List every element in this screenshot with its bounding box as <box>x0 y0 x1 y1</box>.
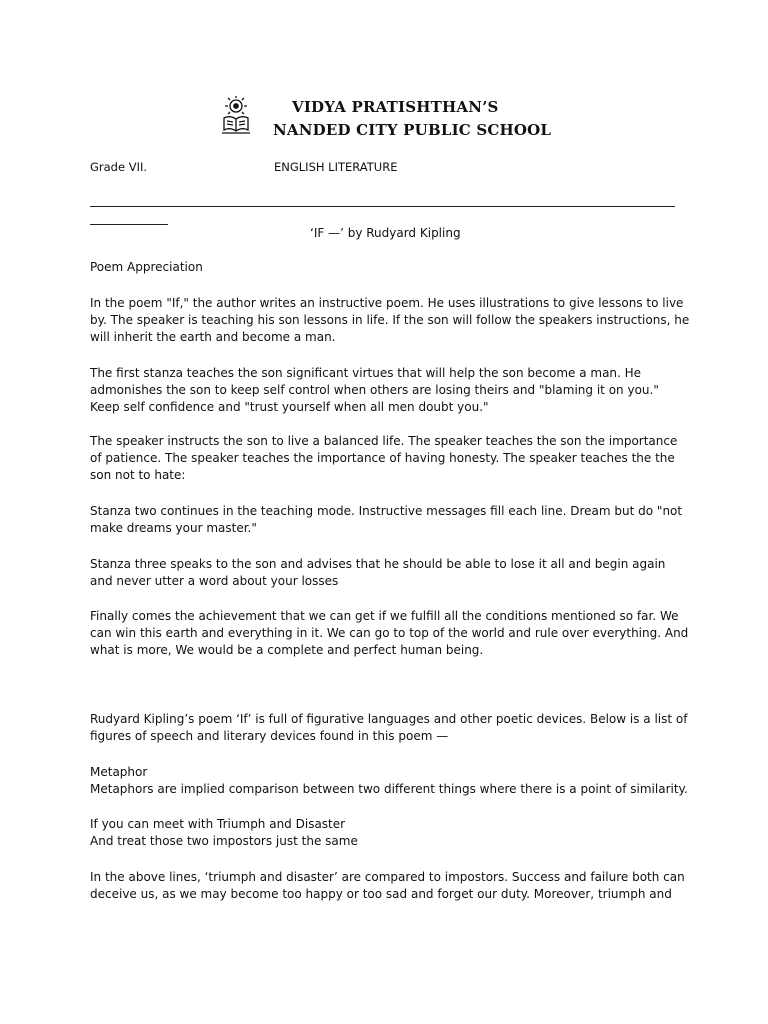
paragraph-text: Rudyard Kipling’s poem ‘If’ is full of figurative languages and other poetic devices. Below is a list of figures of speech and literary devices found in this poem — <box>90 712 688 743</box>
paragraph-devices-intro <box>90 711 690 745</box>
metaphor-heading: Metaphor <box>90 765 148 779</box>
paragraph-stanza-three <box>90 556 690 590</box>
paragraph-stanza-two <box>90 503 690 537</box>
poem-title: ‘IF —’ by Rudyard Kipling <box>310 226 461 240</box>
paragraph-text: In the poem "If," the author writes an instructive poem. He uses illustrations to give lessons to live by. The speaker is teaching his son lessons in life. If the son will follow the speakers instructions, he will inherit the earth and become a man. <box>90 296 690 344</box>
school-name-line2: NANDED CITY PUBLIC SCHOOL <box>273 121 552 139</box>
poem-appreciation-heading: Poem Appreciation <box>90 260 203 274</box>
divider-line <box>90 206 675 207</box>
metaphor-section <box>90 764 690 798</box>
paragraph-intro <box>90 295 690 346</box>
school-header <box>218 94 558 144</box>
grade-label: Grade VII. <box>90 160 148 174</box>
section-heading <box>90 259 690 276</box>
paragraph-balanced-life <box>90 433 690 484</box>
paragraph-achievement <box>90 608 690 659</box>
divider-line-continuation <box>90 224 168 225</box>
quote-line: And treat those two impostors just the same <box>90 834 358 848</box>
school-name-line1: VIDYA PRATISHTHAN’S <box>292 98 499 116</box>
paragraph-text: The first stanza teaches the son significant virtues that will help the son become a man. He admonishes the son to keep self control when others are losing theirs and "blaming it on you." Keep self confidence and "trust yourself when all men doubt you." <box>90 366 659 414</box>
metaphor-quote <box>90 816 690 850</box>
quote-line: If you can meet with Triumph and Disaster <box>90 817 346 831</box>
metaphor-definition: Metaphors are implied comparison between two different things where there is a point of similarity. <box>90 782 688 796</box>
paragraph-text: Stanza three speaks to the son and advises that he should be able to lose it all and begin again and never utter a word about your losses <box>90 557 666 588</box>
paragraph-text: Finally comes the achievement that we can get if we fulfill all the conditions mentioned so far. We can win this earth and everything in it. We can go to top of the world and rule over everything. And what is more, We would be a complete and perfect human being. <box>90 609 689 657</box>
school-logo-icon <box>218 96 254 136</box>
metaphor-explanation <box>90 869 690 903</box>
subject-label: ENGLISH LITERATURE <box>274 160 398 174</box>
paragraph-text: The speaker instructs the son to live a balanced life. The speaker teaches the son the importance of patience. The speaker teaches the importance of having honesty. The speaker teaches the the son not to hate: <box>90 434 678 482</box>
paragraph-first-stanza <box>90 365 690 416</box>
paragraph-text: In the above lines, ‘triumph and disaster’ are compared to impostors. Success and failure both can deceive us, as we may become too happy or too sad and forget our duty. Moreover, triumph and <box>90 870 685 901</box>
paragraph-text: Stanza two continues in the teaching mode. Instructive messages fill each line. Dream but do "not make dreams your master." <box>90 504 683 535</box>
